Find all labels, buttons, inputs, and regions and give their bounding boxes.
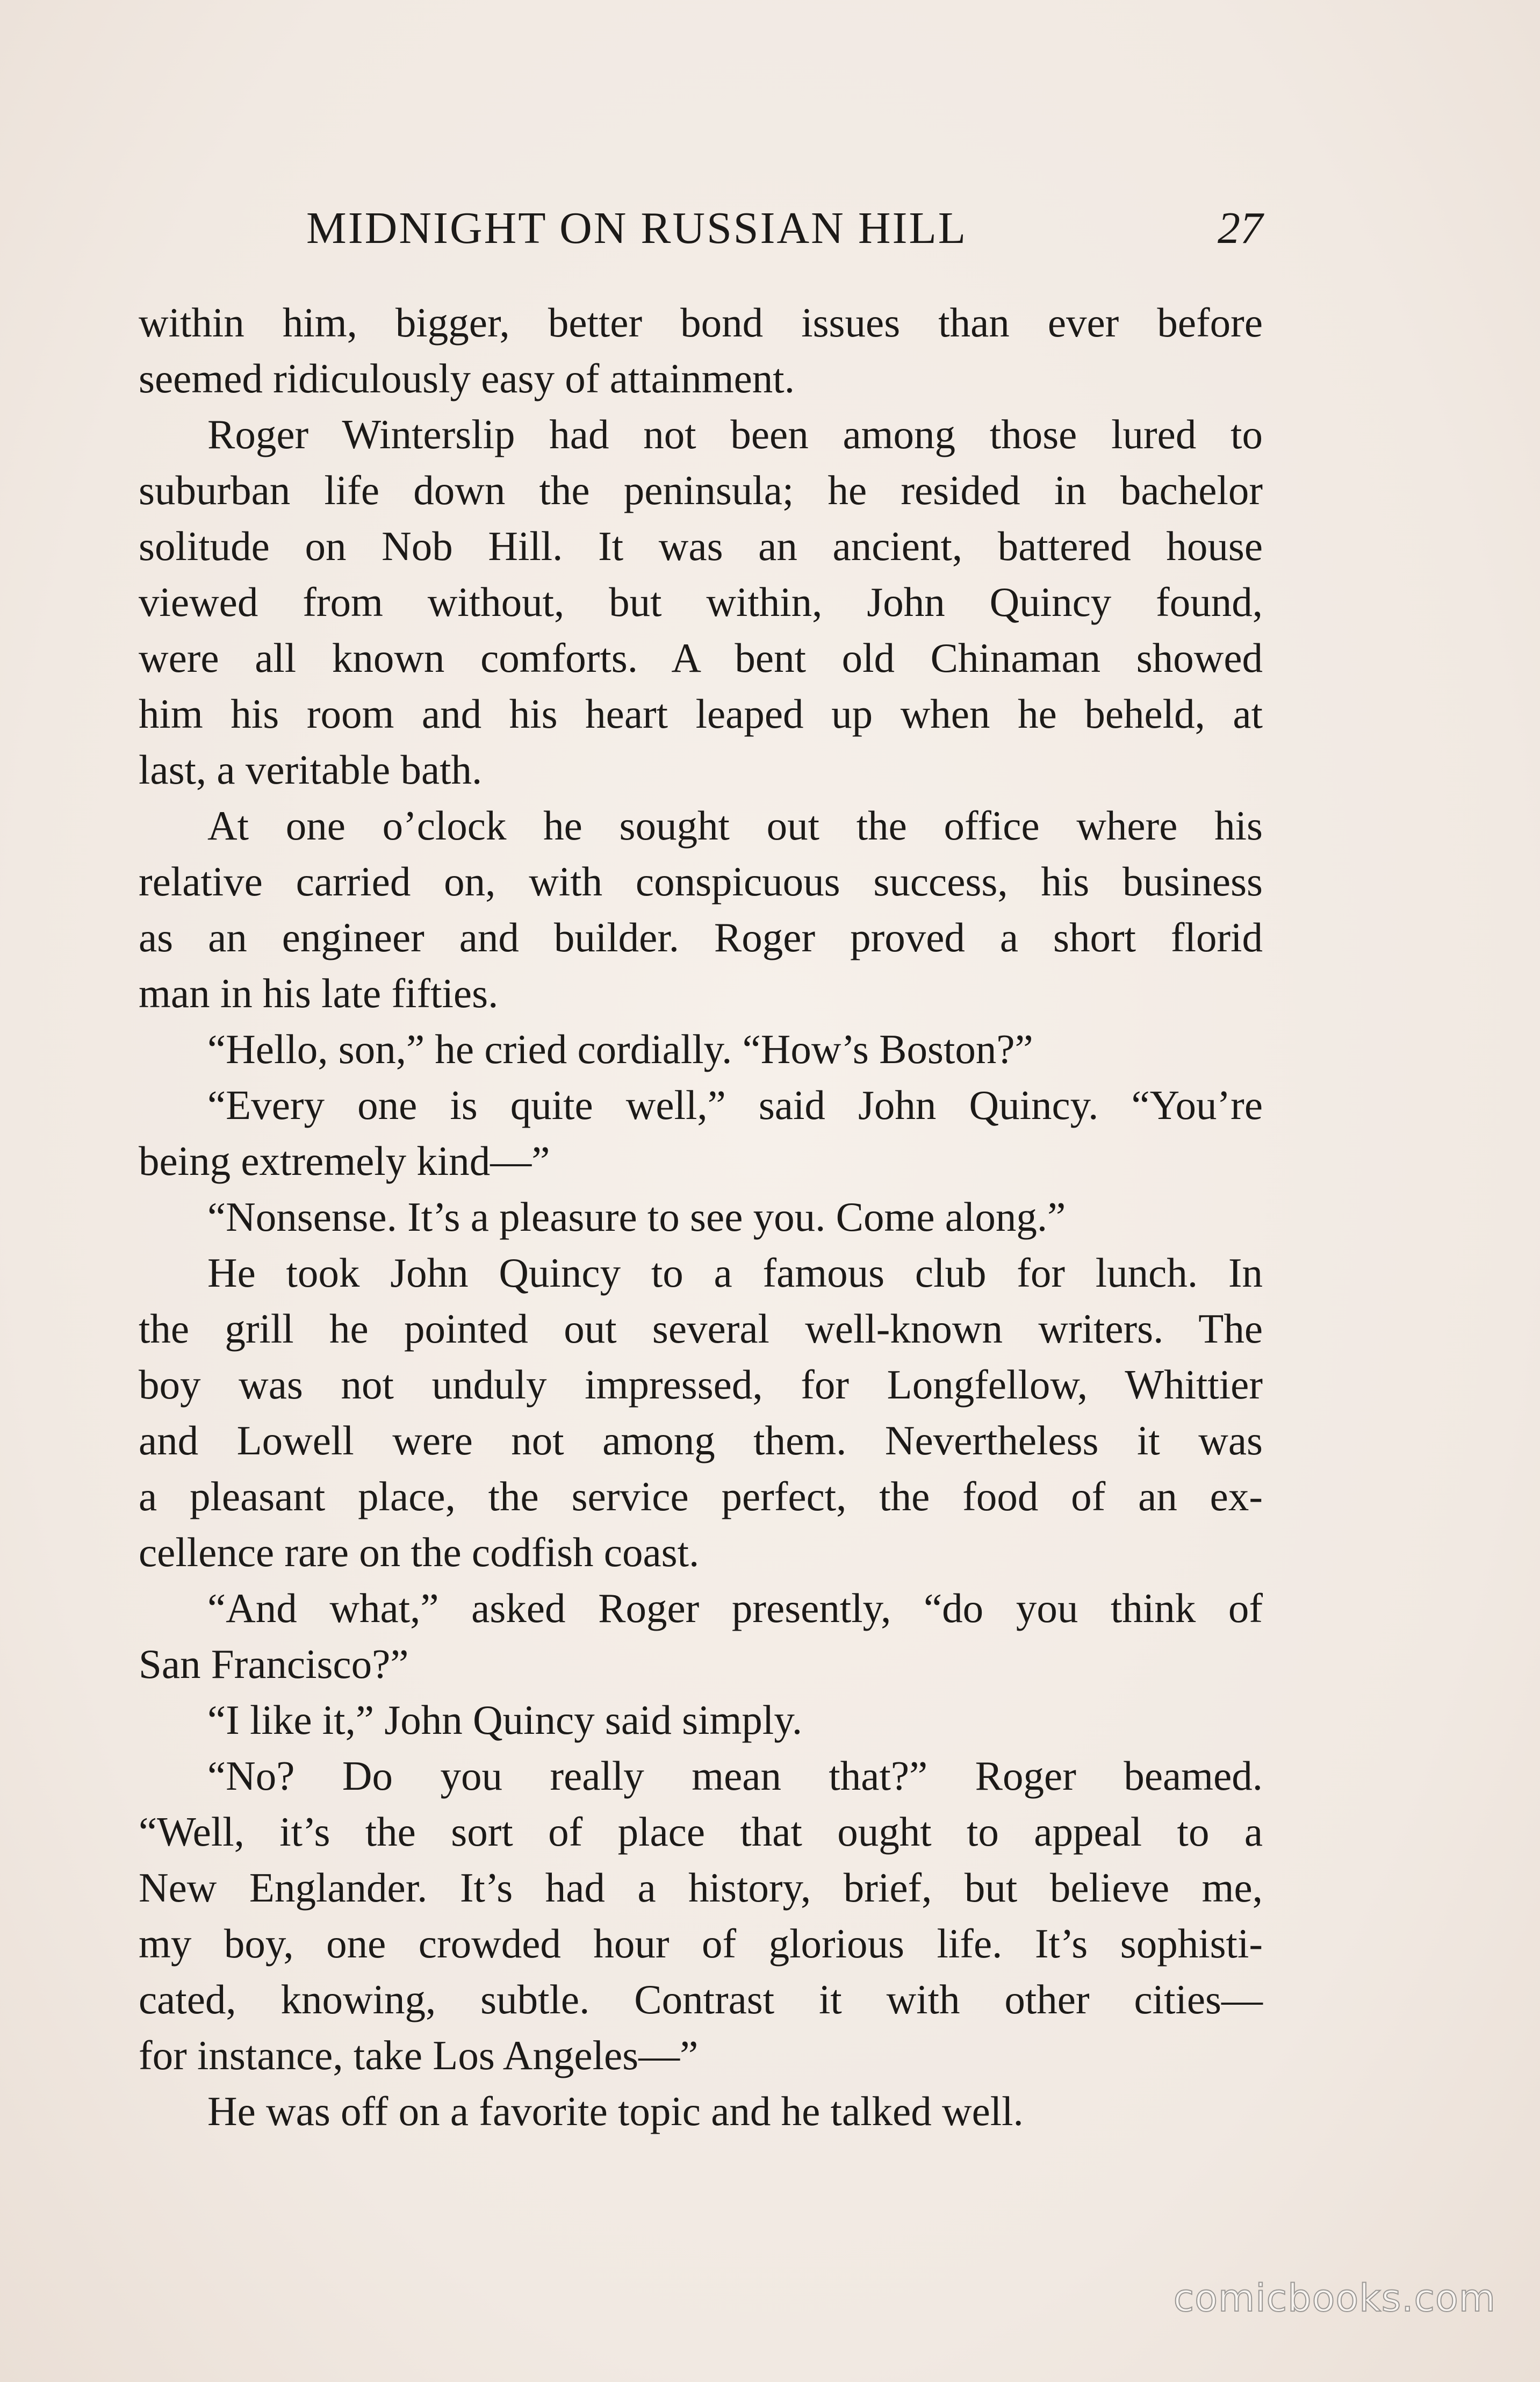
text-line: my boy, one crowded hour of glorious life. It’s sophisti- [139,1920,1263,1967]
text-line: a pleasant place, the service perfect, the food of an ex- [139,1473,1263,1519]
text-line: seemed ridiculously easy of attainment. [139,355,795,401]
text-line: “No? Do you really mean that?” Roger beamed. [207,1753,1263,1799]
text-line: He took John Quincy to a famous club for lunch. In [207,1250,1263,1296]
text-line: last, a veritable bath. [139,747,483,793]
text-line: “I like it,” John Quincy said simply. [207,1697,803,1743]
text-line: were all known comforts. A bent old Chinaman showed [139,635,1263,681]
text-line: cellence rare on the codfish coast. [139,1529,700,1575]
text-line: He was off on a favorite topic and he talked well. [207,2088,1024,2134]
text-line: cated, knowing, subtle. Contrast it with other cities— [139,1976,1263,2022]
page-header [306,199,1263,258]
text-line: and Lowell were not among them. Nevertheless it was [139,1417,1263,1463]
text-line: “Hello, son,” he cried cordially. “How’s Boston?” [207,1026,1033,1072]
text-line: man in his late fifties. [139,970,499,1016]
text-line: for instance, take Los Angeles—” [139,2032,699,2078]
text-line: solitude on Nob Hill. It was an ancient, battered house [139,523,1263,569]
text-line: boy was not unduly impressed, for Longfellow, Whittier [139,1361,1263,1408]
text-line: within him, bigger, better bond issues than ever before [139,299,1263,346]
running-head: MIDNIGHT ON RUSSIAN HILL [306,203,968,253]
watermark: comicbooks.com [1173,2276,1496,2320]
text-line: relative carried on, with conspicuous success, his business [139,858,1263,905]
body-text [139,295,1263,2139]
text-line: him his room and his heart leaped up when he beheld, at [139,691,1263,737]
text-line: as an engineer and builder. Roger proved a short florid [139,914,1263,960]
text-line: the grill he pointed out several well-known writers. The [139,1305,1263,1352]
text-line: Roger Winterslip had not been among those lured to [207,411,1263,457]
text-line: viewed from without, but within, John Quincy found, [139,579,1263,625]
text-line: San Francisco?” [139,1641,409,1687]
text-line: being extremely kind—” [139,1138,550,1184]
text-line: “Every one is quite well,” said John Quincy. “You’re [207,1082,1263,1128]
page-number: 27 [1218,203,1263,253]
text-line: “And what,” asked Roger presently, “do you think of [207,1585,1263,1631]
text-line: At one o’clock he sought out the office where his [207,802,1263,849]
text-line: “Nonsense. It’s a pleasure to see you. Come along.” [207,1194,1066,1240]
text-line: suburban life down the peninsula; he resided in bachelor [139,467,1263,513]
text-line: New Englander. It’s had a history, brief, but believe me, [139,1864,1263,1911]
text-line: “Well, it’s the sort of place that ought to appeal to a [139,1809,1263,1855]
